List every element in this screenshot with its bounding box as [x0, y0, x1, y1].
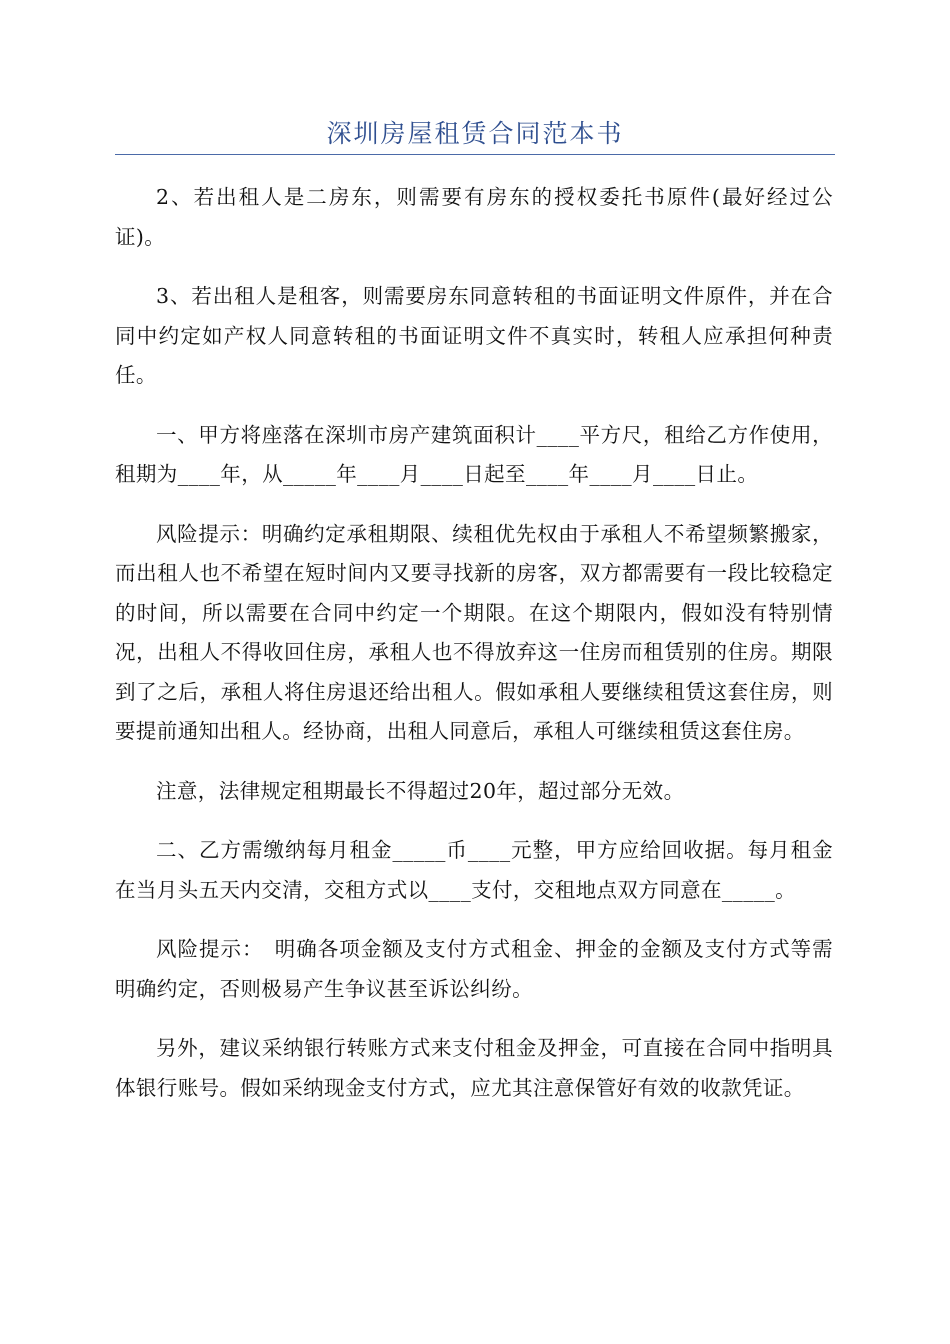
paragraph-bank-transfer: 另外，建议采纳银行转账方式来支付租金及押金，可直接在合同中指明具体银行账号。假如采纳现金支付方式，应尤其注意保管好有效的收款凭证。 [115, 1036, 833, 1100]
paragraph-note-max-term: 注意，法律规定租期最长不得超过20年，超过部分无效。 [156, 778, 685, 803]
paragraph-risk-term: 风险提示：明确约定承租期限、续租优先权由于承租人不希望频繁搬家，而出租人也不希望在短时间内又要寻找新的房客，双方都需要有一段比较稳定的时间，所以需要在合同中约定一个期限。在这个期限内，假如没有特别情况，出租人不得收回住房，承租人也不得放弃这一住房而租赁别的住房。期限到了之后，承租人将住房退还给出租人。假如承租人要继续租赁这套住房，则要提前通知出租人。经协商，出租人同意后，承租人可继续租赁这套住房。 [115, 521, 833, 743]
paragraph-risk-payment: 风险提示： 明确各项金额及支付方式租金、押金的金额及支付方式等需明确约定，否则极易产生争议甚至诉讼纠纷。 [115, 937, 833, 1001]
title-underline [115, 154, 835, 155]
paragraph-sublease-authorization: 2、若出租人是二房东，则需要有房东的授权委托书原件(最好经过公证)。 [115, 185, 833, 249]
document-title: 深圳房屋租赁合同范本书 [326, 119, 624, 148]
paragraph-clause-two: 二、乙方需缴纳每月租金_____币____元整，甲方应给回收据。每月租金在当月头五天内交清，交租方式以____支付，交租地点双方同意在_____。 [115, 838, 833, 902]
document-body [115, 178, 833, 1128]
paragraph-clause-one: 一、甲方将座落在深圳市房产建筑面积计____平方尺，租给乙方作使用，租期为____年，从_____年____月____日起至____年____月____日止。 [115, 422, 833, 486]
paragraph-tenant-sublease: 3、若出租人是租客，则需要房东同意转租的书面证明文件原件，并在合同中约定如产权人同意转租的书面证明文件不真实时，转租人应承担何种责任。 [115, 284, 833, 387]
